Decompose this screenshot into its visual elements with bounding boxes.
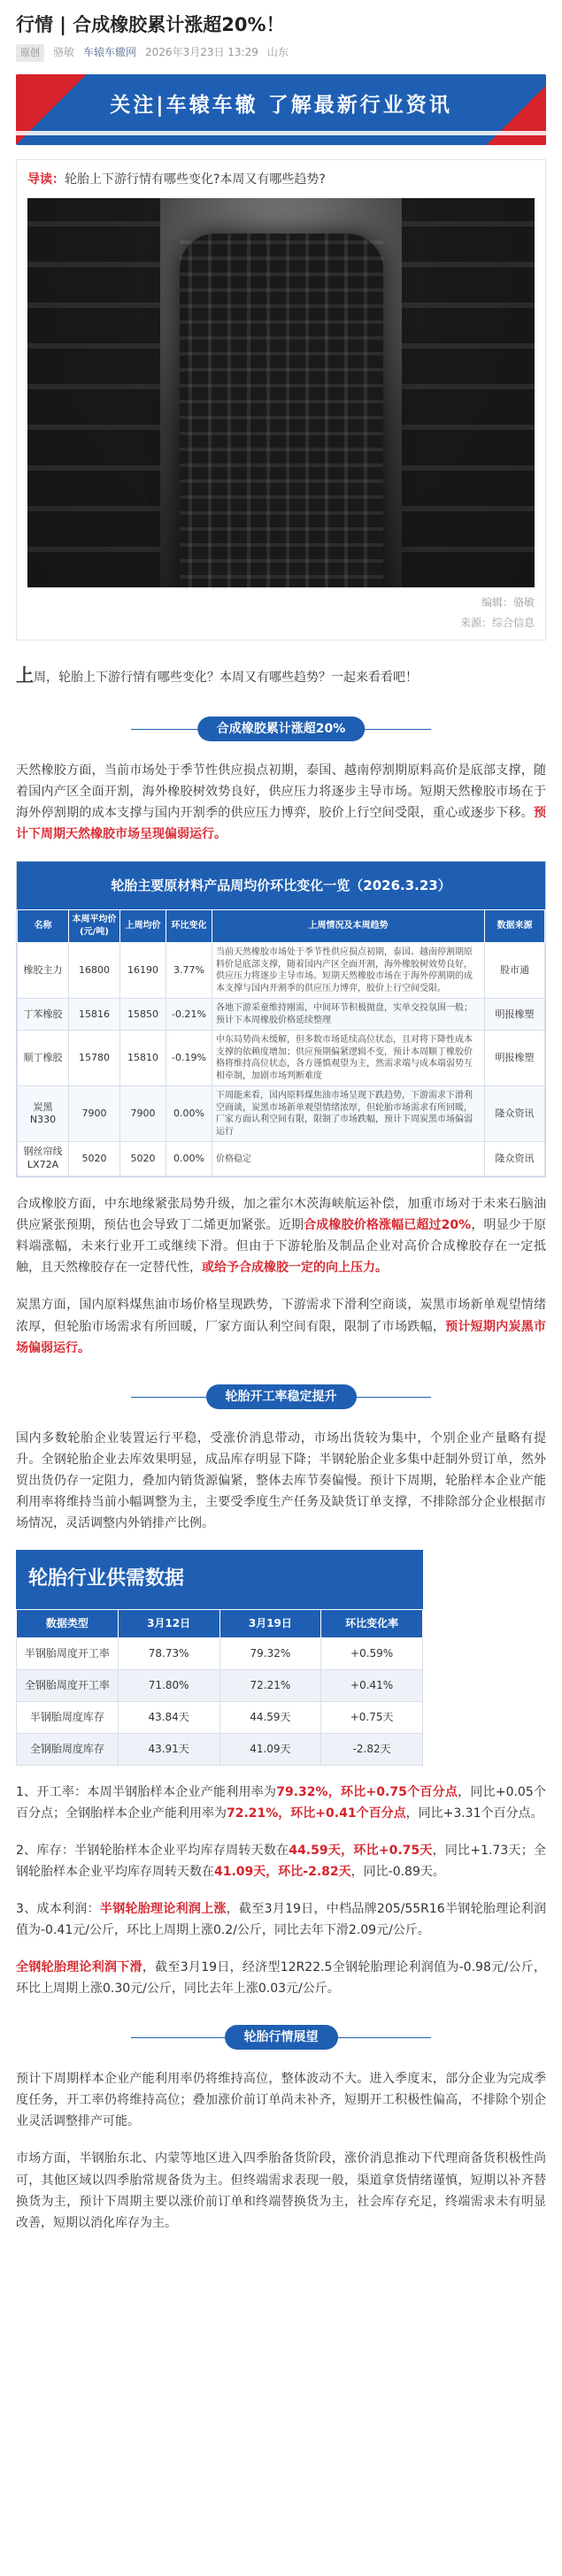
- banner-stripe: [16, 131, 546, 135]
- table-cell: 15850: [120, 999, 166, 1031]
- para-highlight: 预计短期内炭黑市场偏弱运行。: [16, 1319, 547, 1355]
- tire-stack-left: [27, 198, 160, 587]
- operation-paragraph: 国内多数轮胎企业装置运行平稳，受涨价消息带动，市场出货较为集中，个别企业产量略有提升。全钢轮胎企业去库效果明显，成品库存明显下降；半钢轮胎企业多集中赶制外贸订单，然外贸出货仍存一定阻力，叠加内销货源偏紧，整体去库节奏偏慢。预计下周期，轮胎样本企业产能利用率将维持当前小幅调整为主，主要受季度生产任务及缺货订单支撑，不排除部分企业根据市场情况，灵活调整内外销排产比例。: [16, 1430, 546, 1530]
- table-cell: 全钢胎周度库存: [17, 1733, 119, 1765]
- table-cell: -0.19%: [166, 1031, 212, 1086]
- account-link[interactable]: 车辕车辙网: [83, 46, 137, 59]
- table-cell: 16190: [120, 943, 166, 999]
- para-highlight: 79.32%，环比+0.75个百分点: [276, 1784, 458, 1799]
- guide-label: 导读：: [27, 172, 65, 188]
- outlook-paragraph-2: 市场方面，半钢胎东北、内蒙等地区进入四季胎备货阶段，涨价消息推动下代理商备货积极性尚可，其他区域以四季胎常规备货为主。但终端需求表现一般，渠道拿货情绪谨慎，短期以补齐替换货为主，预计下周期主要以涨价前订单和终端替换货为主，社会库存充足，终端需求未有明显改善，短期以消化库存为主。: [16, 2151, 546, 2230]
- section-header-1: [16, 714, 546, 744]
- table-cell: 钢丝帘线LX72A: [18, 1142, 69, 1177]
- supply-table-header: 环比变化率: [321, 1609, 423, 1637]
- material-table-header: 环比变化: [166, 910, 212, 943]
- table-row: [17, 1637, 423, 1669]
- stat-item-3: [16, 1898, 546, 1941]
- para-text: ，同比-0.89天。: [350, 1864, 445, 1879]
- para-highlight: 预计下周期天然橡胶市场呈现偏弱运行。: [16, 806, 546, 842]
- table-cell: 0.00%: [166, 1142, 212, 1177]
- editor-credit: 编辑：骆敏: [481, 595, 535, 609]
- table-row: [18, 1142, 545, 1177]
- article-title: 行情 | 合成橡胶累计涨超20%！: [16, 14, 285, 35]
- para-text: 炭黑方面，国内原料煤焦油市场价格呈现跌势，下游需求下滑利空商谈，炭黑市场新单观望情绪浓厚，但轮胎市场需求有所回暖，厂家方面认利空间有限，限制了市场跌幅，: [16, 1298, 546, 1334]
- author-name: 骆敏: [53, 46, 75, 59]
- photo-caption: [27, 587, 535, 633]
- table-cell: 隆众资讯: [485, 1086, 545, 1142]
- para-highlight: 72.21%，环比+0.41个百分点: [227, 1806, 406, 1821]
- table-cell: 各地下游采童维持刚需，中间环节积极抛盘，实单交投氛围一般；预计下本周橡胶价格延续整理: [212, 999, 485, 1031]
- table-cell: 半钢胎周度开工率: [17, 1637, 119, 1669]
- table-cell: 15780: [69, 1031, 120, 1086]
- material-table-grid: [17, 909, 545, 1177]
- table-row: [18, 1086, 545, 1142]
- table-cell: 中东局势尚未缓解，但多数市场延续高位状态，且对将下降性成本支撑的依赖度增加；供应预期偏紧逻辑不变，预计本周顺丁橡胶价格将维持高位状态，各方谨慎观望为主，然需求端与成本端弱势互相牵制，加剧市场判断难度: [212, 1031, 485, 1086]
- para-text: ，截至3月19日，经济型12R22.5全钢轮胎理论利润值为-0.98元/公斤，环比上周期上涨0.30元/公斤，同比去年上涨0.03元/公斤。: [16, 1960, 547, 1997]
- publish-location: 山东: [266, 46, 289, 59]
- material-table-header: 本周平均价(元/吨): [69, 910, 120, 943]
- section-header-3: [16, 2022, 546, 2052]
- table-cell: 隆众资讯: [485, 1142, 545, 1177]
- table-cell: 明报橡塑: [485, 999, 545, 1031]
- table-cell: 半钢胎周度库存: [17, 1701, 119, 1733]
- intro-text: 周，轮胎上下游行情有哪些变化？本周又有哪些趋势？一起来看看吧！: [34, 671, 418, 686]
- para-text: 1、开工率：本周半钢胎样本企业产能利用率为: [16, 1784, 277, 1799]
- table-cell: 当前天然橡胶市场处于季节性供应损点初期，泰国、越南停割期原料价是底部支撑，随着国内产区全面开割，海外橡胶树效势良好，供应压力将逐步主导市场。短期天然橡胶市场在于海外停割期的成本支撑与国内开割季的供应压力博弈，胶价上行空间受限。: [212, 943, 485, 999]
- section-title: 合成橡胶累计涨超20%: [197, 717, 366, 741]
- table-cell: 7900: [120, 1086, 166, 1142]
- para-highlight: 半钢轮胎理论利润上涨: [99, 1901, 227, 1916]
- para-text: 合成橡胶方面，中东地缘紧张局势升级，加之霍尔木茨海峡航运补偿，加重市场对于未来石脑油供应紧张预期，预估也会导致丁二烯更加紧张。近期: [16, 1197, 546, 1233]
- material-table-header: 上周情况及本周趋势: [212, 910, 485, 943]
- stat-item-2: [16, 1840, 546, 1882]
- carbon-black-paragraph: [16, 1294, 546, 1358]
- table-cell: 下周能来看，国内原料煤焦油市场呈现下跌趋势，下游需求下滑利空商谈，炭黑市场新单观望情绪浓厚，但轮胎市场需求有所回暖，厂家方面认利空间有限，限制了市场跌幅，预计下周炭黑市场偏弱运行: [212, 1086, 485, 1142]
- supply-table-title: 轮胎行业供需数据: [16, 1550, 423, 1609]
- banner-text: 关注|车辕车辙 了解最新行业资讯: [110, 94, 452, 118]
- table-cell: 顺丁橡胶: [18, 1031, 69, 1086]
- table-cell: 5020: [69, 1142, 120, 1177]
- stat-item-4: [16, 1957, 546, 1999]
- para-text: 3、成本利润：: [16, 1901, 100, 1916]
- section-title: 轮胎开工率稳定提升: [206, 1384, 357, 1409]
- table-row: [18, 943, 545, 999]
- para-text: ，截至3月19日，中档品牌205/55R16半钢轮胎理论利润值为-0.41元/公斤，环比上周期上涨0.2/公斤，同比去年下滑2.09元/公斤。: [16, 1901, 546, 1937]
- para-text: 天然橡胶方面，当前市场处于季节性供应损点初期，泰国、越南停割期原料高价是底部支撑，随着国内产区全面开割，海外橡胶树效势良好，供应压力将逐步主导市场。短期天然橡胶市场在于海外停割期的成本支撑与国内开割季的供应压力博弈，胶价上行空间受限，重心或逐步下移。: [16, 763, 546, 821]
- article-meta: [0, 43, 562, 74]
- outlook-paragraph-1: 预计下周期样本企业产能利用率仍将维持高位，整体波动不大。进入季度末，部分企业为完成季度任务，开工率仍将维持高位；叠加涨价前订单尚未补齐，短期开工积极性偏高，不排除个别企业灵活调整排产可能。: [16, 2072, 546, 2129]
- material-price-table: [16, 861, 546, 1177]
- synthetic-rubber-paragraph: [16, 1193, 546, 1278]
- material-table-title: 轮胎主要原材料产品周均价环比变化一览（2026.3.23）: [17, 862, 545, 909]
- para-highlight: 或给予合成橡胶一定的向上压力。: [202, 1261, 388, 1276]
- publish-datetime: 2026年3月23日 13:29: [145, 46, 258, 59]
- tire-image: [180, 234, 383, 587]
- table-row: [17, 1669, 423, 1701]
- para-highlight: 41.09天，环比-2.82天: [214, 1864, 351, 1879]
- table-cell: 明报橡塑: [485, 1031, 545, 1086]
- table-row: [17, 1733, 423, 1765]
- table-cell: 41.09天: [219, 1733, 321, 1765]
- table-row: [18, 999, 545, 1031]
- table-cell: 44.59天: [219, 1701, 321, 1733]
- table-cell: 3.77%: [166, 943, 212, 999]
- table-cell: 16800: [69, 943, 120, 999]
- para-text: ，同比+3.31个百分点。: [405, 1806, 543, 1821]
- table-cell: +0.41%: [321, 1669, 423, 1701]
- para-text: 2、库存：半钢轮胎样本企业平均库存周转天数在: [16, 1843, 289, 1858]
- table-cell: 橡胶主力: [18, 943, 69, 999]
- source-credit: 来源：综合信息: [459, 616, 535, 629]
- para-text: ，同比+1.73天；全钢轮胎样本企业平均库存周转天数在: [16, 1843, 546, 1879]
- table-cell: -0.21%: [166, 999, 212, 1031]
- guide-box: [16, 159, 546, 640]
- natural-rubber-paragraph: [16, 760, 546, 845]
- tire-photo: [27, 198, 535, 587]
- para-highlight: 全钢轮胎理论利润下滑: [16, 1960, 142, 1975]
- table-cell: 5020: [120, 1142, 166, 1177]
- table-row: [17, 1701, 423, 1733]
- para-highlight: 合成橡胶价格涨幅已超过20%: [304, 1218, 472, 1233]
- supply-demand-table: [16, 1550, 423, 1766]
- follow-banner[interactable]: [16, 74, 546, 145]
- table-cell: 78.73%: [118, 1637, 219, 1669]
- table-cell: 43.91天: [118, 1733, 219, 1765]
- table-row: [18, 1031, 545, 1086]
- table-cell: 炭黑N330: [18, 1086, 69, 1142]
- para-text: ，明显少于原料端涨幅，未来行业开工或继续下滑。但由于下游轮胎及制品企业对高价合成橡胶存在一定抵触，且天然橡胶存在一定替代性，: [16, 1218, 547, 1276]
- table-cell: 79.32%: [219, 1637, 321, 1669]
- guide-text: 轮胎上下游行情有哪些变化?本周又有哪些趋势?: [65, 172, 326, 188]
- material-table-header: 数据来源: [485, 910, 545, 943]
- table-cell: 0.00%: [166, 1086, 212, 1142]
- material-table-header: 名称: [18, 910, 69, 943]
- table-cell: 丁苯橡胶: [18, 999, 69, 1031]
- section-title: 轮胎行情展望: [225, 2025, 338, 2050]
- table-cell: 71.80%: [118, 1669, 219, 1701]
- table-cell: 72.21%: [219, 1669, 321, 1701]
- supply-table-header: 3月12日: [118, 1609, 219, 1637]
- table-cell: 43.84天: [118, 1701, 219, 1733]
- original-tag: 原创: [16, 44, 44, 61]
- tire-stack-right: [402, 198, 535, 587]
- para-highlight: 44.59天，环比+0.75天: [289, 1843, 433, 1858]
- supply-table-header: 数据类型: [17, 1609, 119, 1637]
- guide-line: [27, 169, 535, 191]
- table-cell: 股市通: [485, 943, 545, 999]
- supply-table-header: 3月19日: [219, 1609, 321, 1637]
- intro-big-char: 上: [16, 664, 34, 686]
- table-cell: 15816: [69, 999, 120, 1031]
- table-cell: 价格稳定: [212, 1142, 485, 1177]
- table-cell: +0.75天: [321, 1701, 423, 1733]
- section-header-2: [16, 1382, 546, 1412]
- table-cell: +0.59%: [321, 1637, 423, 1669]
- stat-item-1: [16, 1782, 546, 1824]
- intro-paragraph: [16, 660, 546, 690]
- material-table-header: 上周均价: [120, 910, 166, 943]
- table-cell: 全钢胎周度开工率: [17, 1669, 119, 1701]
- table-cell: 15810: [120, 1031, 166, 1086]
- table-cell: -2.82天: [321, 1733, 423, 1765]
- supply-table-grid: [16, 1609, 423, 1766]
- table-cell: 7900: [69, 1086, 120, 1142]
- para-text: ，同比+0.05个百分点；全钢胎样本企业产能利用率为: [16, 1784, 546, 1821]
